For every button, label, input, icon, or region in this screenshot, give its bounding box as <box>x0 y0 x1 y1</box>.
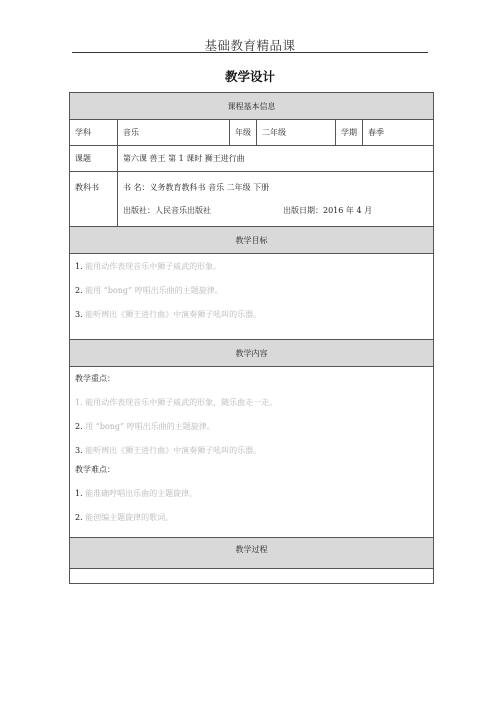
content-heading: 教学内容 <box>70 340 434 367</box>
term-label: 学期 <box>336 120 363 146</box>
textbook-name: 书 名：义务教育教科书 音乐 二年级 下册 <box>123 183 270 192</box>
objectives-list <box>70 254 434 340</box>
textbook-publish-date: 出版日期：2016 年 4 月 <box>283 206 373 215</box>
page-header-title: 基础教育精品课 <box>204 38 296 53</box>
content-body <box>70 367 434 538</box>
process-heading: 教学过程 <box>70 538 434 569</box>
difficulty-item: 2. 能创编主题旋律的歌词。 <box>75 513 174 522</box>
term-value: 春季 <box>363 120 434 146</box>
grade-label: 年级 <box>230 120 257 146</box>
key-points-label: 教学重点： <box>75 374 115 383</box>
subject-label: 学科 <box>70 120 118 146</box>
subject-value: 音乐 <box>118 120 230 146</box>
difficulties-label: 教学难点： <box>75 465 115 474</box>
key-point-item: 3. 能听辨出《狮王进行曲》中演奏狮子吼叫的乐器。 <box>75 446 262 455</box>
key-point-item: 1. 能用动作表现音乐中狮子威武的形象，随乐曲走一走。 <box>75 398 278 407</box>
grade-value: 二年级 <box>257 120 336 146</box>
lesson-plan-table <box>69 92 434 584</box>
objectives-heading: 教学目标 <box>70 227 434 254</box>
textbook-publisher: 出版社：人民音乐出版社 <box>123 206 211 215</box>
process-body <box>70 569 434 584</box>
basic-info-heading: 课程基本信息 <box>70 93 434 120</box>
objective-item: 3. 能听辨出《狮王进行曲》中演奏狮子吼叫的乐器。 <box>75 310 262 319</box>
topic-label: 课题 <box>70 146 118 172</box>
textbook-label: 教科书 <box>70 172 118 227</box>
objective-item: 1. 能用动作表现音乐中狮子威武的形象。 <box>75 262 222 271</box>
header-divider <box>72 52 428 53</box>
key-point-item: 2. 用 “bong” 哼唱出乐曲的主题旋律。 <box>75 422 215 431</box>
textbook-info <box>118 172 434 227</box>
objective-item: 2. 能用 “bong” 哼唱出乐曲的主题旋律。 <box>75 286 223 295</box>
difficulty-item: 1. 能准确哼唱出乐曲的主题旋律。 <box>75 489 198 498</box>
topic-value: 第六课 兽王 第 1 课时 狮王进行曲 <box>118 146 434 172</box>
document-title: 教学设计 <box>224 69 275 84</box>
